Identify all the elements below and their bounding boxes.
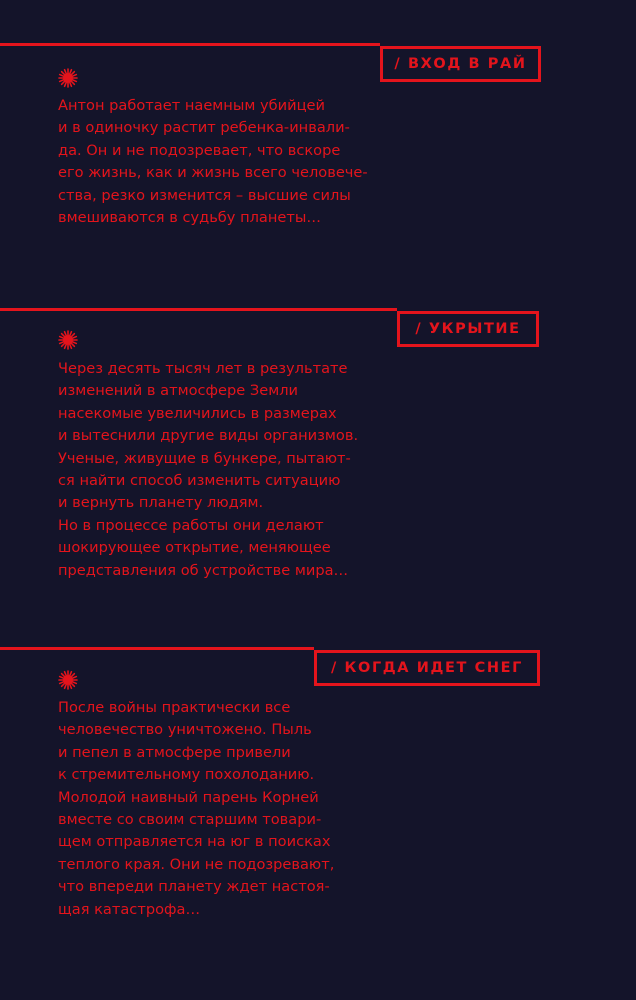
book-title: / ВХОД В РАЙ	[394, 56, 527, 72]
description-line: человечество уничтожено. Пыль	[58, 721, 312, 739]
description-line: ся найти способ изменить ситуацию	[58, 472, 341, 490]
description-line: что впереди планету ждет настоя-	[58, 878, 330, 896]
description-line: вмешиваются в судьбу планеты…	[58, 209, 322, 227]
description-line: его жизнь, как и жизнь всего человече-	[58, 164, 368, 182]
book-title-box	[380, 46, 541, 82]
description-line: теплого края. Они не подозревают,	[58, 855, 335, 873]
starburst-icon	[58, 670, 78, 690]
starburst-icon	[58, 68, 78, 88]
book-title: / УКРЫТИЕ	[415, 321, 521, 337]
starburst-icon	[58, 330, 78, 350]
book-title-box	[397, 311, 539, 347]
description-line: вместе со своим старшим товари-	[58, 811, 322, 829]
description-line: Молодой наивный парень Корней	[58, 788, 319, 806]
description-line: к стремительному похолоданию.	[58, 766, 315, 784]
description-line: и пепел в атмосфере привели	[58, 743, 291, 761]
description-line: и в одиночку растит ребенка-инвали-	[58, 119, 350, 137]
description-line: Через десять тысяч лет в результате	[58, 360, 348, 377]
description-line: Антон работает наемным убийцей	[58, 97, 326, 114]
description-line: щем отправляется на юг в поисках	[58, 833, 331, 851]
book-title: / КОГДА ИДЕТ СНЕГ	[331, 660, 523, 676]
description-line: изменений в атмосфере Земли	[58, 382, 299, 400]
description-line: и вытеснили другие виды организмов.	[58, 427, 359, 445]
description-line: да. Он и не подозревает, что вскоре	[58, 141, 341, 159]
description-line: После войны практически все	[58, 699, 291, 716]
book-description	[58, 697, 334, 921]
section-divider-line	[0, 647, 314, 650]
book-title-box	[314, 650, 540, 686]
description-line: представления об устройстве мира…	[58, 561, 349, 579]
description-line: Ученые, живущие в бункере, пытают-	[58, 449, 351, 467]
section-divider-line	[0, 43, 380, 46]
description-line: и вернуть планету людям.	[58, 494, 264, 512]
description-line: насекомые увеличились в размерах	[58, 404, 337, 422]
description-line: ства, резко изменится – высшие силы	[58, 186, 351, 204]
book-description	[58, 358, 358, 582]
book-description	[58, 95, 368, 229]
description-line: шокирующее открытие, меняющее	[58, 539, 331, 557]
section-divider-line	[0, 308, 397, 311]
description-line: щая катастрофа…	[58, 900, 201, 918]
description-line: Но в процессе работы они делают	[58, 516, 324, 534]
